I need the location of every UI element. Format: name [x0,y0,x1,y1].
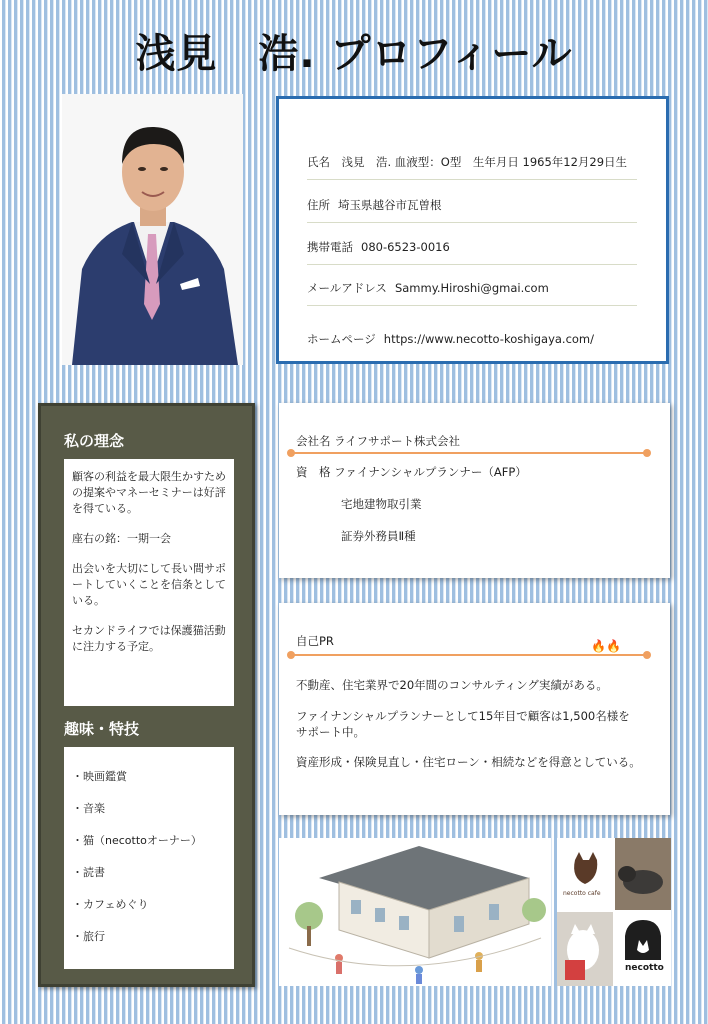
company-name: 会社名 ライフサポート株式会社 [296,434,460,448]
hobby-item: ・旅行 [72,930,105,943]
philosophy-box [64,459,234,706]
philosophy-paragraph: セカンドライフでは保護猫活動に注力する予定。 [72,624,226,653]
philosophy-paragraph: 出会いを大切にして長い間サポートしていくことを信条としている。 [72,562,226,607]
email-label: メールアドレス [307,281,387,295]
necotto-logo-text: necotto [625,963,664,973]
phone-value[interactable]: 080-6523-0016 [361,240,450,254]
hobby-item: ・音楽 [72,802,105,815]
homepage-row [307,331,637,356]
hobby-item: ・映画鑑賞 [72,770,127,783]
flame-icon: 🔥🔥 [591,639,621,653]
name-birth-row: 氏名 浅見 浩. 血液型：O型 生年月日 1965年12月29日生 [307,154,637,180]
homepage-link[interactable]: https://www.necotto-koshigaya.com/ [383,332,595,346]
philosophy-heading: 私の理念 [64,432,125,450]
qualification-line: 資 格 ファイナンシャルプランナー（AFP） [296,465,527,479]
email-value[interactable]: Sammy.Hiroshi@gmai.com [394,281,549,295]
orange-divider [291,654,647,656]
address-label: 住所 [307,198,330,212]
qualification-item: 証券外務員Ⅱ種 [341,529,416,543]
qualification-item: 宅地建物取引業 [341,497,422,511]
self-pr-card [279,603,670,815]
house-illustration [279,838,551,986]
homepage-label: ホームページ [307,332,376,346]
hobbies-heading: 趣味・特技 [64,720,140,738]
phone-row [307,239,637,265]
orange-divider [291,452,647,454]
hobby-item: ・猫（necottoオーナー） [72,834,202,847]
contact-info-box [276,96,669,364]
page-title: 浅見 浩. プロフィール [135,31,573,77]
hobby-item: ・読書 [72,866,105,879]
hobby-item: ・カフェめぐり [72,898,149,911]
phone-label: 携帯電話 [307,240,353,254]
address-row [307,197,637,223]
pr-line: サポート中。 [296,725,365,739]
address-value: 埼玉県越谷市瓦曽根 [338,198,442,212]
self-pr-heading: 自己PR [296,634,334,648]
necotto-logo-collage [557,838,671,986]
philosophy-hobbies-panel [38,403,255,987]
hobbies-box [64,747,234,969]
email-row [307,280,637,306]
portrait-photo [62,94,243,365]
philosophy-paragraph: 座右の銘：一期一会 [72,532,171,545]
pr-line: ファイナンシャルプランナーとして15年目で顧客は1,500名様を [296,709,630,723]
pr-line: 資産形成・保険見直し・住宅ローン・相続などを得意としている。 [296,755,641,769]
necotto-cafe-logo-text: necotto cafe [563,890,601,897]
company-card [279,403,670,578]
pr-line: 不動産、住宅業界で20年間のコンサルティング実績がある。 [296,678,608,692]
philosophy-paragraph: 顧客の利益を最大限生かすための提案やマネーセミナーは好評を得ている。 [72,470,226,515]
